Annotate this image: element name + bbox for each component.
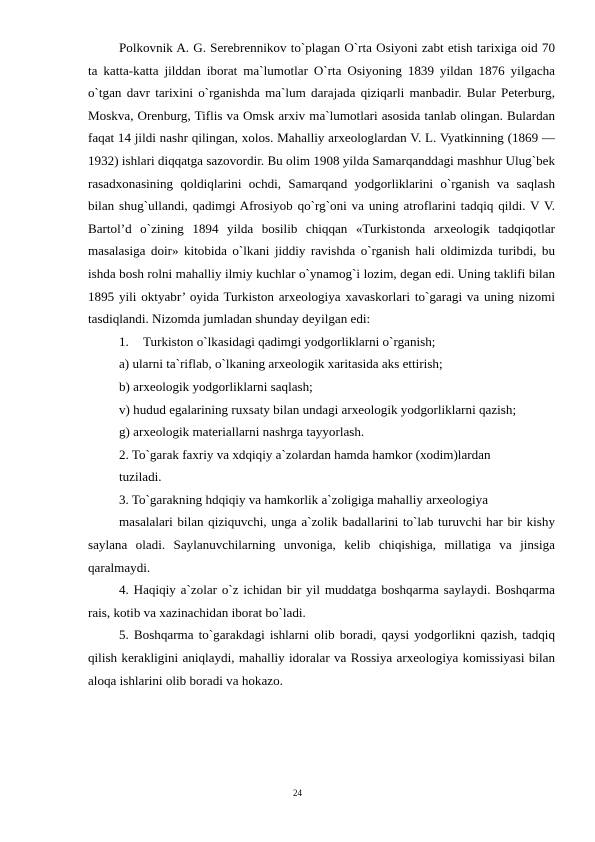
list-item-3-continuation: masalalari bilan qiziquvchi, unga a`zolik badallarini to`lab turuvchi har bir kishy saylana oladi. Saylanuvchilarning unvoniga, kelib chiqishiga, millatiga va jinsiga qaralmaydi.	[88, 514, 555, 575]
list-item-2-line2: tuziladi.	[119, 469, 162, 485]
sub-item-b: b) arxeologik yodgorliklarni saqlash;	[119, 378, 313, 394]
list-item-4: 4. Haqiqiy a`zolar o`z ichidan bir yil muddatga boshqarma saylaydi. Boshqarma rais, kotib va xazinachidan iborat bo`ladi.	[88, 582, 555, 620]
page-body	[88, 37, 555, 692]
list-item-1-text: Turkiston o`lkasidagi qadimgi yodgorliklarni o`rganish;	[143, 333, 436, 349]
list-item-1-number: 1.	[119, 333, 129, 349]
list-item-1	[88, 331, 555, 354]
list-item-3-line1: 3. To`garakning hdqiqiy va hamkorlik a`zoligiga mahalliy arxeologiya	[119, 491, 489, 507]
sub-item-g: g) arxeologik materiallarni nashrga tayyorlash.	[119, 424, 365, 440]
page-number: 24	[293, 788, 302, 798]
list-item-5: 5. Boshqarma to`garakdagi ishlarni olib boradi, qaysi yodgorlikni qazish, tadqiq qilish kerakligini aniqlaydi, mahalliy idoralar va Rossiya arxeologiya komissiyasi bilan aloqa ishlarini olib boradi va hokazo.	[88, 627, 555, 688]
list-item-2-line1: 2. To`garak faxriy va xdqiqiy a`zolardan hamda hamkor (xodim)lardan	[119, 446, 491, 462]
sub-item-a: a) ularni ta`riflab, o`lkaning arxeologik xaritasida aks ettirish;	[119, 356, 443, 372]
sub-item-v: v) hudud egalarining ruxsaty bilan undagi arxeologik yodgorliklarni qazish;	[119, 401, 517, 417]
paragraph-intro: Polkovnik A. G. Serebrennikov to`plagan O`rta Osiyoni zabt etish tarixiga oid 70 ta katta-katta jilddan iborat ma`lumotlar O`rta Osiyoning 1839 yildan 1876 yilgacha o`tgan davr tarixini o`rganishda ma`lum darajada qiziqarli manbadir. Bular Peterburg, Moskva, Orenburg, Tiflis va Omsk arxiv ma`lumotlari asosida tanlab olingan. Bulardan faqat 14 jildi nashr qilingan, xolos. Mahalliy arxeologlardan V. L. Vyatkinning (1869 — 1932) ishlari diqqatga sazovordir. Bu olim 1908 yilda Samarqanddagi mashhur Ulug`bek rasadxonasining qoldiqlarini ochdi, Samarqand yodgorliklarini o`rganish va saqlash bilan shug`ullandi, qadimgi Afrosiyob qo`rg`oni va uning atroflarini tadqiq qildi. V V. Bartol’d o`zining 1894 yilda bosilib chiqqan «Turkistonda arxeologik tadqiqotlar masalasiga doir» kitobida o`lkani jiddiy ravishda o`rganish hali oldimizda turibdi, bu ishda bosh rolni mahalliy ilmiy kuchlar o`ynamog`i lozim, degan edi. Uning taklifi bilan 1895 yili oktyabr’ oyida Turkiston arxeologiya xavaskorlari to`garagi va uning nizomi tasdiqlandi. Nizomda jumladan shunday deyilgan edi:	[88, 40, 555, 327]
